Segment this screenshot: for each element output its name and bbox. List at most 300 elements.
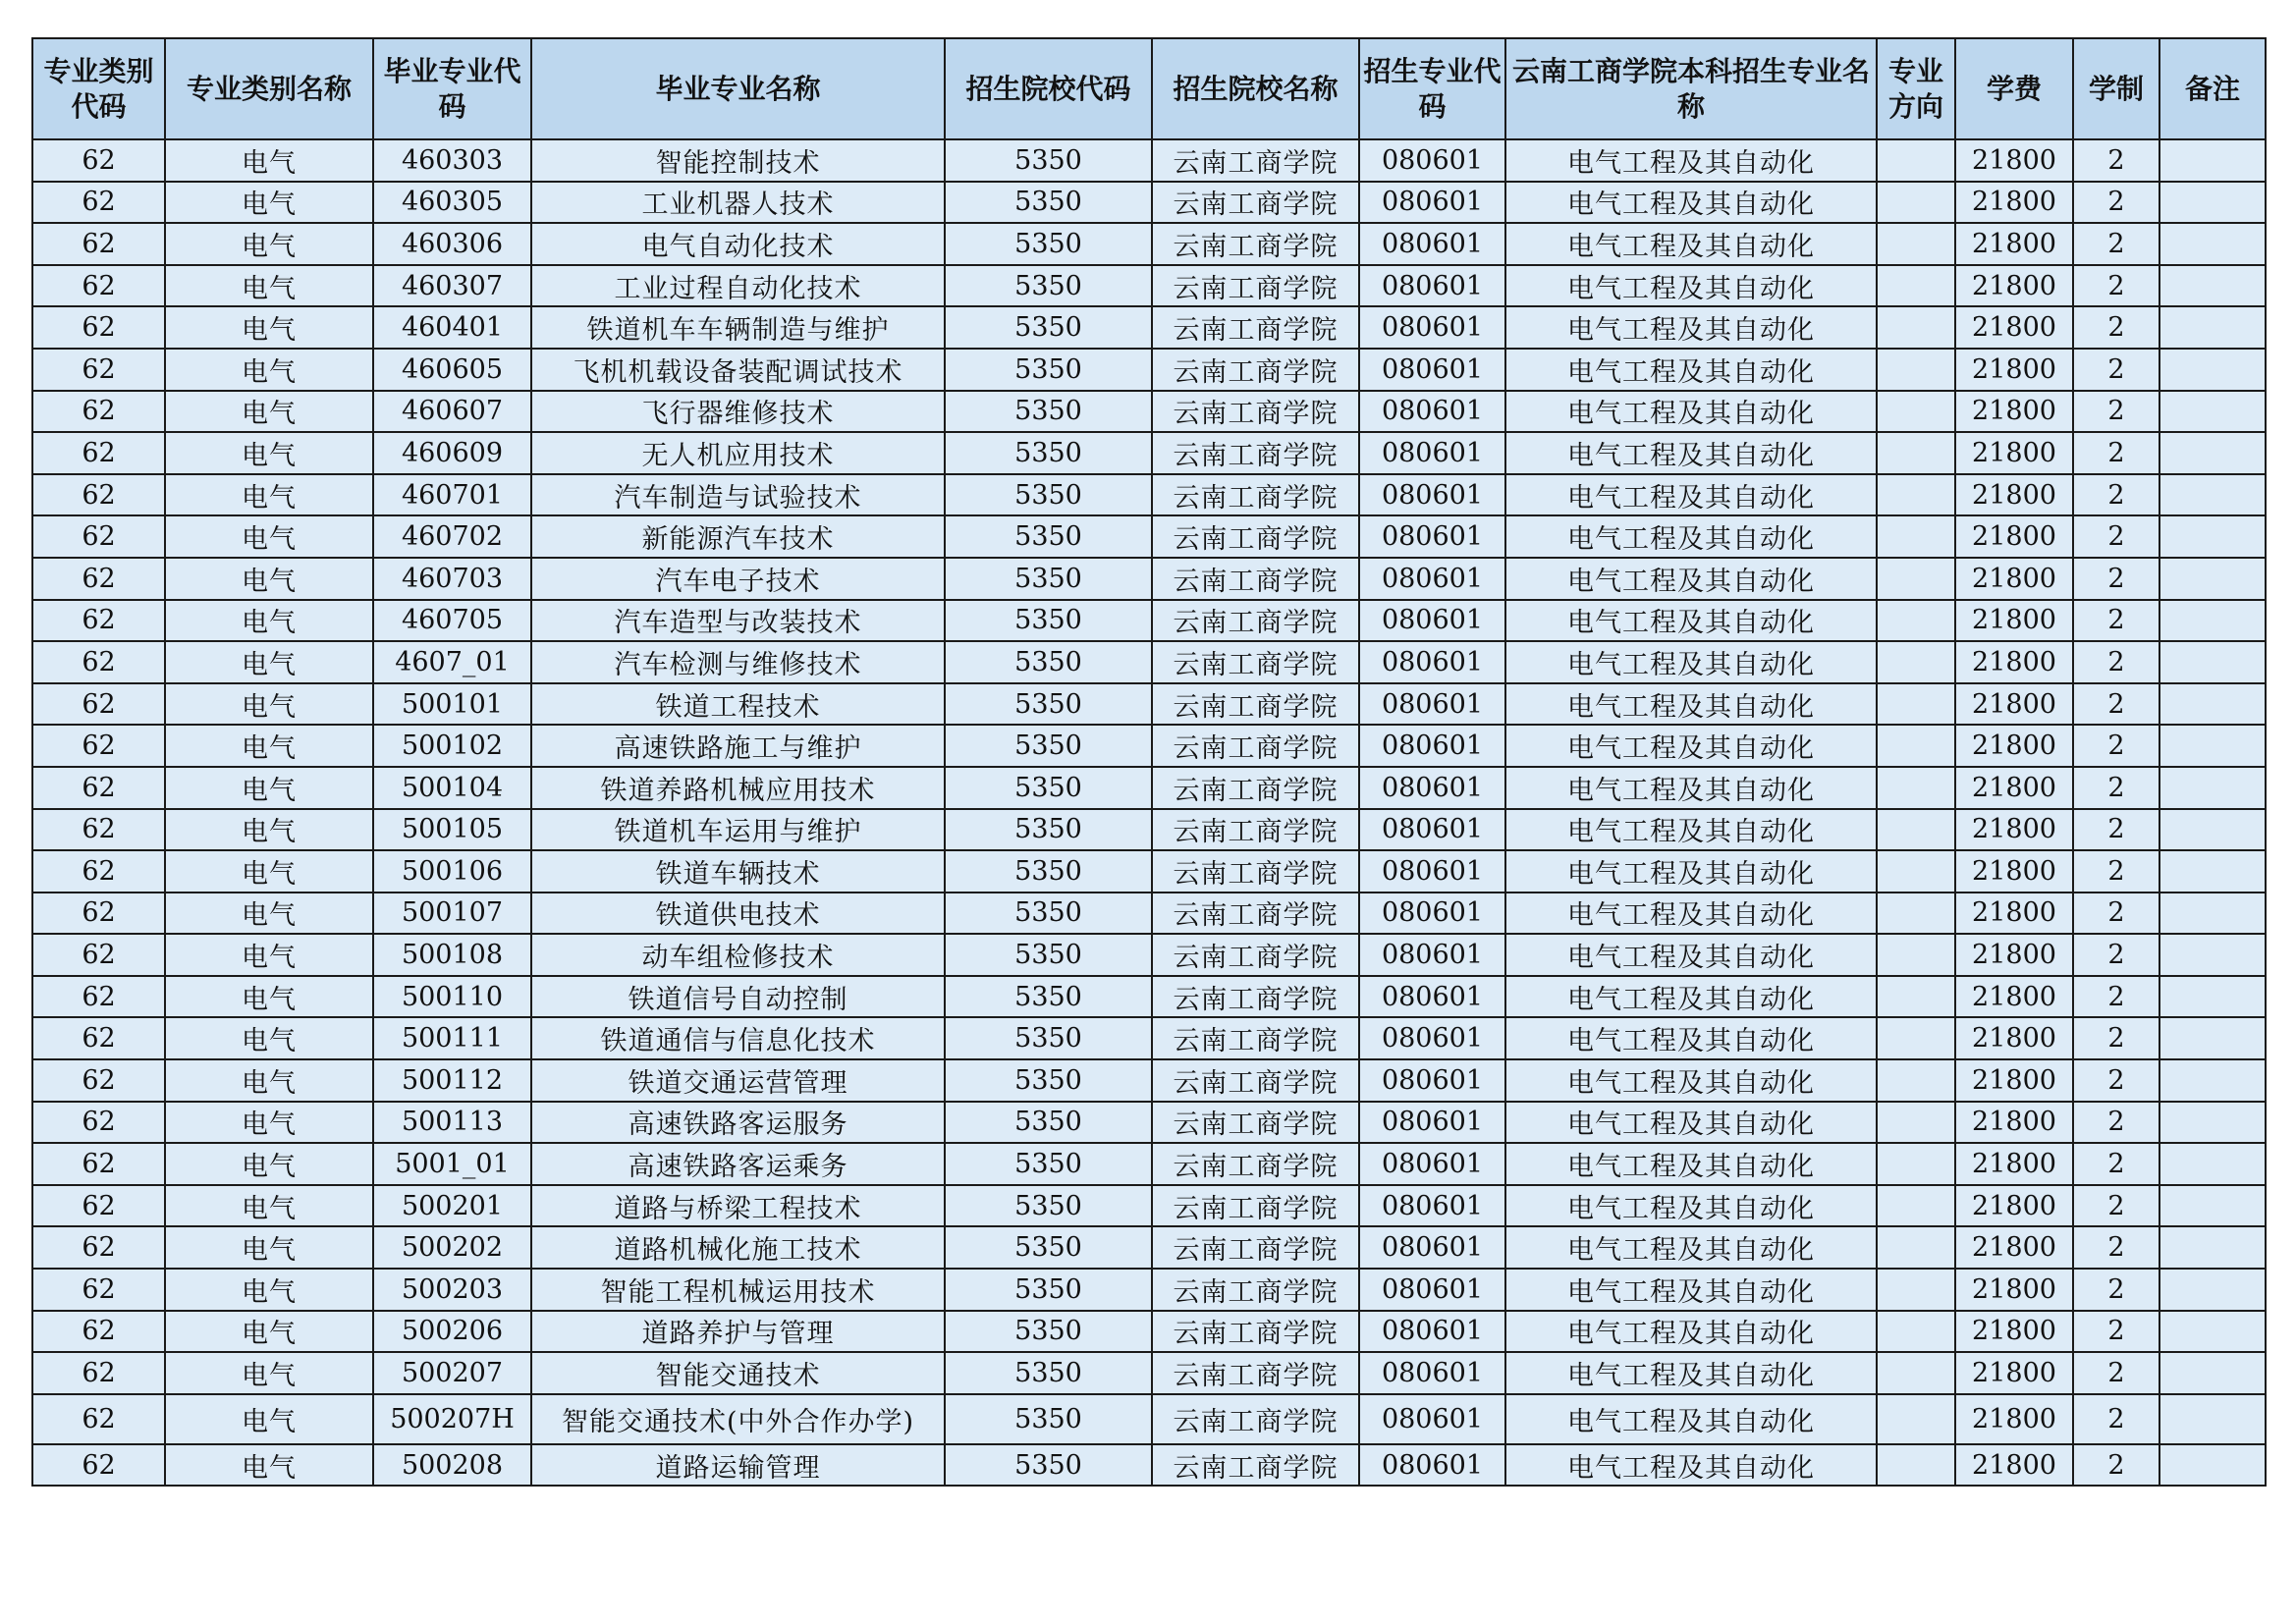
cell-graduate-major-name: 铁道机车车辆制造与维护 — [531, 306, 945, 349]
cell-category-name: 电气 — [165, 558, 373, 600]
cell-school-code: 5350 — [945, 934, 1152, 976]
cell-school-name: 云南工商学院 — [1152, 1017, 1359, 1059]
cell-direction — [1877, 558, 1955, 600]
cell-enroll-major-code: 080601 — [1359, 1143, 1505, 1185]
table-row — [32, 558, 2266, 600]
table-row — [32, 223, 2266, 265]
cell-graduate-major-code: 500208 — [373, 1444, 531, 1487]
cell-category-code: 62 — [32, 474, 165, 516]
cell-enroll-major-code: 080601 — [1359, 139, 1505, 182]
cell-duration: 2 — [2073, 1352, 2159, 1394]
cell-school-name: 云南工商学院 — [1152, 515, 1359, 558]
header-graduate-major-name: 毕业专业名称 — [531, 38, 945, 139]
cell-tuition: 21800 — [1955, 1394, 2073, 1444]
cell-category-name: 电气 — [165, 1185, 373, 1227]
cell-enroll-major-code: 080601 — [1359, 1269, 1505, 1311]
cell-school-name: 云南工商学院 — [1152, 182, 1359, 224]
cell-graduate-major-name: 铁道交通运营管理 — [531, 1059, 945, 1102]
cell-remarks — [2159, 139, 2266, 182]
cell-category-code: 62 — [32, 1444, 165, 1487]
cell-school-name: 云南工商学院 — [1152, 1311, 1359, 1353]
header-school-code: 招生院校代码 — [945, 38, 1152, 139]
cell-category-name: 电气 — [165, 976, 373, 1018]
cell-graduate-major-name: 工业过程自动化技术 — [531, 265, 945, 307]
table-row — [32, 349, 2266, 391]
cell-category-code: 62 — [32, 809, 165, 851]
cell-direction — [1877, 306, 1955, 349]
cell-duration: 2 — [2073, 1017, 2159, 1059]
cell-category-code: 62 — [32, 934, 165, 976]
cell-graduate-major-code: 500101 — [373, 683, 531, 726]
cell-tuition: 21800 — [1955, 1143, 2073, 1185]
cell-school-code: 5350 — [945, 641, 1152, 683]
cell-school-code: 5350 — [945, 683, 1152, 726]
cell-direction — [1877, 1185, 1955, 1227]
cell-enroll-major-name: 电气工程及其自动化 — [1505, 1143, 1877, 1185]
cell-enroll-major-name: 电气工程及其自动化 — [1505, 1394, 1877, 1444]
cell-duration: 2 — [2073, 893, 2159, 935]
cell-school-code: 5350 — [945, 1269, 1152, 1311]
cell-category-name: 电气 — [165, 474, 373, 516]
cell-tuition: 21800 — [1955, 391, 2073, 433]
cell-enroll-major-name: 电气工程及其自动化 — [1505, 600, 1877, 642]
cell-graduate-major-code: 460307 — [373, 265, 531, 307]
cell-graduate-major-name: 汽车造型与改装技术 — [531, 600, 945, 642]
cell-remarks — [2159, 850, 2266, 893]
cell-duration: 2 — [2073, 641, 2159, 683]
cell-graduate-major-code: 460702 — [373, 515, 531, 558]
cell-duration: 2 — [2073, 1444, 2159, 1487]
cell-enroll-major-code: 080601 — [1359, 349, 1505, 391]
cell-direction — [1877, 1017, 1955, 1059]
cell-school-name: 云南工商学院 — [1152, 1269, 1359, 1311]
table-row — [32, 1143, 2266, 1185]
cell-enroll-major-code: 080601 — [1359, 1185, 1505, 1227]
cell-school-name: 云南工商学院 — [1152, 1143, 1359, 1185]
cell-direction — [1877, 515, 1955, 558]
header-graduate-major-code: 毕业专业代码 — [373, 38, 531, 139]
cell-school-code: 5350 — [945, 349, 1152, 391]
cell-school-code: 5350 — [945, 182, 1152, 224]
table-row — [32, 683, 2266, 726]
cell-graduate-major-name: 新能源汽车技术 — [531, 515, 945, 558]
cell-graduate-major-name: 道路与桥梁工程技术 — [531, 1185, 945, 1227]
cell-school-name: 云南工商学院 — [1152, 1352, 1359, 1394]
cell-category-name: 电气 — [165, 1269, 373, 1311]
cell-category-name: 电气 — [165, 600, 373, 642]
table-row — [32, 1226, 2266, 1269]
cell-enroll-major-name: 电气工程及其自动化 — [1505, 558, 1877, 600]
cell-enroll-major-name: 电气工程及其自动化 — [1505, 432, 1877, 474]
cell-enroll-major-name: 电气工程及其自动化 — [1505, 1102, 1877, 1144]
table-row — [32, 850, 2266, 893]
cell-graduate-major-name: 工业机器人技术 — [531, 182, 945, 224]
table-row — [32, 641, 2266, 683]
cell-remarks — [2159, 391, 2266, 433]
table-row — [32, 1444, 2266, 1487]
cell-category-code: 62 — [32, 767, 165, 809]
cell-school-code: 5350 — [945, 600, 1152, 642]
cell-graduate-major-code: 500112 — [373, 1059, 531, 1102]
cell-enroll-major-name: 电气工程及其自动化 — [1505, 1059, 1877, 1102]
cell-enroll-major-name: 电气工程及其自动化 — [1505, 391, 1877, 433]
cell-duration: 2 — [2073, 432, 2159, 474]
cell-direction — [1877, 767, 1955, 809]
cell-graduate-major-name: 电气自动化技术 — [531, 223, 945, 265]
cell-school-code: 5350 — [945, 1059, 1152, 1102]
cell-enroll-major-name: 电气工程及其自动化 — [1505, 683, 1877, 726]
cell-graduate-major-name: 道路运输管理 — [531, 1444, 945, 1487]
cell-school-name: 云南工商学院 — [1152, 934, 1359, 976]
header-enroll-major-code: 招生专业代码 — [1359, 38, 1505, 139]
cell-direction — [1877, 641, 1955, 683]
cell-tuition: 21800 — [1955, 558, 2073, 600]
cell-school-name: 云南工商学院 — [1152, 809, 1359, 851]
header-category-code: 专业类别代码 — [32, 38, 165, 139]
cell-remarks — [2159, 1269, 2266, 1311]
cell-remarks — [2159, 809, 2266, 851]
cell-graduate-major-name: 汽车电子技术 — [531, 558, 945, 600]
cell-tuition: 21800 — [1955, 474, 2073, 516]
cell-school-name: 云南工商学院 — [1152, 223, 1359, 265]
cell-duration: 2 — [2073, 1185, 2159, 1227]
cell-direction — [1877, 349, 1955, 391]
cell-direction — [1877, 976, 1955, 1018]
cell-graduate-major-code: 500106 — [373, 850, 531, 893]
cell-category-code: 62 — [32, 223, 165, 265]
cell-remarks — [2159, 1311, 2266, 1353]
table-row — [32, 515, 2266, 558]
cell-category-name: 电气 — [165, 1311, 373, 1353]
cell-graduate-major-name: 汽车制造与试验技术 — [531, 474, 945, 516]
cell-graduate-major-code: 460303 — [373, 139, 531, 182]
cell-school-name: 云南工商学院 — [1152, 265, 1359, 307]
cell-category-name: 电气 — [165, 1102, 373, 1144]
table-row — [32, 1185, 2266, 1227]
cell-graduate-major-code: 500108 — [373, 934, 531, 976]
cell-direction — [1877, 391, 1955, 433]
cell-enroll-major-code: 080601 — [1359, 306, 1505, 349]
cell-duration: 2 — [2073, 474, 2159, 516]
cell-tuition: 21800 — [1955, 809, 2073, 851]
cell-remarks — [2159, 558, 2266, 600]
cell-enroll-major-code: 080601 — [1359, 641, 1505, 683]
cell-school-code: 5350 — [945, 558, 1152, 600]
cell-category-code: 62 — [32, 725, 165, 767]
table-row — [32, 1352, 2266, 1394]
cell-remarks — [2159, 1143, 2266, 1185]
cell-duration: 2 — [2073, 1059, 2159, 1102]
cell-direction — [1877, 893, 1955, 935]
cell-remarks — [2159, 1394, 2266, 1444]
cell-direction — [1877, 265, 1955, 307]
cell-enroll-major-name: 电气工程及其自动化 — [1505, 1444, 1877, 1487]
cell-duration: 2 — [2073, 182, 2159, 224]
cell-duration: 2 — [2073, 600, 2159, 642]
cell-enroll-major-code: 080601 — [1359, 725, 1505, 767]
cell-enroll-major-name: 电气工程及其自动化 — [1505, 182, 1877, 224]
table-row — [32, 182, 2266, 224]
cell-enroll-major-code: 080601 — [1359, 1226, 1505, 1269]
cell-enroll-major-code: 080601 — [1359, 767, 1505, 809]
cell-category-name: 电气 — [165, 306, 373, 349]
cell-enroll-major-name: 电气工程及其自动化 — [1505, 767, 1877, 809]
table-row — [32, 1311, 2266, 1353]
cell-graduate-major-name: 智能交通技术(中外合作办学) — [531, 1394, 945, 1444]
table-row — [32, 432, 2266, 474]
cell-school-code: 5350 — [945, 223, 1152, 265]
table-row — [32, 139, 2266, 182]
cell-graduate-major-name: 汽车检测与维修技术 — [531, 641, 945, 683]
cell-tuition: 21800 — [1955, 1059, 2073, 1102]
cell-graduate-major-code: 460607 — [373, 391, 531, 433]
cell-school-code: 5350 — [945, 391, 1152, 433]
cell-remarks — [2159, 725, 2266, 767]
cell-enroll-major-code: 080601 — [1359, 893, 1505, 935]
cell-category-name: 电气 — [165, 515, 373, 558]
cell-duration: 2 — [2073, 809, 2159, 851]
cell-enroll-major-code: 080601 — [1359, 515, 1505, 558]
cell-enroll-major-name: 电气工程及其自动化 — [1505, 1185, 1877, 1227]
table-row — [32, 391, 2266, 433]
cell-tuition: 21800 — [1955, 1352, 2073, 1394]
cell-category-code: 62 — [32, 306, 165, 349]
cell-school-code: 5350 — [945, 139, 1152, 182]
table-row — [32, 1017, 2266, 1059]
cell-enroll-major-name: 电气工程及其自动化 — [1505, 850, 1877, 893]
cell-enroll-major-name: 电气工程及其自动化 — [1505, 893, 1877, 935]
cell-remarks — [2159, 641, 2266, 683]
cell-graduate-major-name: 高速铁路施工与维护 — [531, 725, 945, 767]
cell-school-name: 云南工商学院 — [1152, 767, 1359, 809]
cell-direction — [1877, 1444, 1955, 1487]
cell-category-code: 62 — [32, 515, 165, 558]
cell-category-name: 电气 — [165, 265, 373, 307]
cell-category-code: 62 — [32, 1226, 165, 1269]
cell-duration: 2 — [2073, 1143, 2159, 1185]
cell-direction — [1877, 1143, 1955, 1185]
cell-remarks — [2159, 265, 2266, 307]
header-enroll-major-name: 云南工商学院本科招生专业名称 — [1505, 38, 1877, 139]
cell-direction — [1877, 809, 1955, 851]
cell-tuition: 21800 — [1955, 1226, 2073, 1269]
cell-enroll-major-code: 080601 — [1359, 265, 1505, 307]
cell-remarks — [2159, 1444, 2266, 1487]
cell-category-name: 电气 — [165, 1017, 373, 1059]
cell-tuition: 21800 — [1955, 1185, 2073, 1227]
header-school-name: 招生院校名称 — [1152, 38, 1359, 139]
cell-school-code: 5350 — [945, 1352, 1152, 1394]
cell-school-name: 云南工商学院 — [1152, 1394, 1359, 1444]
cell-direction — [1877, 1311, 1955, 1353]
cell-graduate-major-code: 460605 — [373, 349, 531, 391]
cell-category-name: 电气 — [165, 809, 373, 851]
cell-category-code: 62 — [32, 391, 165, 433]
cell-remarks — [2159, 515, 2266, 558]
cell-tuition: 21800 — [1955, 767, 2073, 809]
cell-school-name: 云南工商学院 — [1152, 850, 1359, 893]
cell-category-code: 62 — [32, 1352, 165, 1394]
cell-tuition: 21800 — [1955, 600, 2073, 642]
cell-duration: 2 — [2073, 306, 2159, 349]
cell-graduate-major-name: 飞机机载设备装配调试技术 — [531, 349, 945, 391]
cell-school-code: 5350 — [945, 1394, 1152, 1444]
cell-remarks — [2159, 223, 2266, 265]
cell-school-code: 5350 — [945, 1017, 1152, 1059]
cell-tuition: 21800 — [1955, 306, 2073, 349]
cell-graduate-major-code: 5001_01 — [373, 1143, 531, 1185]
cell-school-name: 云南工商学院 — [1152, 725, 1359, 767]
cell-graduate-major-code: 460609 — [373, 432, 531, 474]
cell-category-name: 电气 — [165, 182, 373, 224]
cell-category-code: 62 — [32, 600, 165, 642]
cell-tuition: 21800 — [1955, 349, 2073, 391]
cell-school-name: 云南工商学院 — [1152, 641, 1359, 683]
table-row — [32, 1102, 2266, 1144]
cell-school-code: 5350 — [945, 474, 1152, 516]
cell-enroll-major-name: 电气工程及其自动化 — [1505, 1269, 1877, 1311]
cell-enroll-major-name: 电气工程及其自动化 — [1505, 1352, 1877, 1394]
cell-graduate-major-name: 铁道车辆技术 — [531, 850, 945, 893]
cell-category-code: 62 — [32, 1311, 165, 1353]
cell-graduate-major-name: 动车组检修技术 — [531, 934, 945, 976]
cell-enroll-major-name: 电气工程及其自动化 — [1505, 725, 1877, 767]
cell-tuition: 21800 — [1955, 683, 2073, 726]
cell-direction — [1877, 600, 1955, 642]
cell-direction — [1877, 223, 1955, 265]
cell-graduate-major-code: 460306 — [373, 223, 531, 265]
table-row — [32, 600, 2266, 642]
cell-enroll-major-code: 080601 — [1359, 558, 1505, 600]
header-row — [32, 38, 2266, 139]
cell-school-name: 云南工商学院 — [1152, 976, 1359, 1018]
header-remarks: 备注 — [2159, 38, 2266, 139]
cell-direction — [1877, 432, 1955, 474]
cell-graduate-major-code: 4607_01 — [373, 641, 531, 683]
cell-category-name: 电气 — [165, 1394, 373, 1444]
cell-tuition: 21800 — [1955, 934, 2073, 976]
cell-category-code: 62 — [32, 1059, 165, 1102]
cell-school-name: 云南工商学院 — [1152, 391, 1359, 433]
cell-category-name: 电气 — [165, 432, 373, 474]
cell-enroll-major-code: 080601 — [1359, 976, 1505, 1018]
cell-school-name: 云南工商学院 — [1152, 1185, 1359, 1227]
cell-school-name: 云南工商学院 — [1152, 600, 1359, 642]
cell-direction — [1877, 1269, 1955, 1311]
cell-category-code: 62 — [32, 1102, 165, 1144]
table-row — [32, 1059, 2266, 1102]
cell-graduate-major-code: 500206 — [373, 1311, 531, 1353]
cell-enroll-major-name: 电气工程及其自动化 — [1505, 641, 1877, 683]
cell-category-name: 电气 — [165, 1352, 373, 1394]
cell-graduate-major-code: 500203 — [373, 1269, 531, 1311]
cell-category-name: 电气 — [165, 683, 373, 726]
cell-direction — [1877, 139, 1955, 182]
cell-graduate-major-name: 铁道工程技术 — [531, 683, 945, 726]
cell-category-name: 电气 — [165, 1444, 373, 1487]
cell-category-code: 62 — [32, 349, 165, 391]
cell-graduate-major-name: 铁道信号自动控制 — [531, 976, 945, 1018]
cell-graduate-major-code: 500113 — [373, 1102, 531, 1144]
cell-remarks — [2159, 1185, 2266, 1227]
cell-direction — [1877, 934, 1955, 976]
cell-category-code: 62 — [32, 1185, 165, 1227]
cell-tuition: 21800 — [1955, 1311, 2073, 1353]
table-row — [32, 934, 2266, 976]
cell-category-code: 62 — [32, 1143, 165, 1185]
cell-tuition: 21800 — [1955, 893, 2073, 935]
cell-school-name: 云南工商学院 — [1152, 474, 1359, 516]
cell-enroll-major-code: 080601 — [1359, 683, 1505, 726]
cell-category-name: 电气 — [165, 349, 373, 391]
cell-graduate-major-code: 500110 — [373, 976, 531, 1018]
cell-tuition: 21800 — [1955, 725, 2073, 767]
cell-remarks — [2159, 349, 2266, 391]
cell-direction — [1877, 1394, 1955, 1444]
cell-school-code: 5350 — [945, 1185, 1152, 1227]
cell-graduate-major-code: 460703 — [373, 558, 531, 600]
cell-tuition: 21800 — [1955, 182, 2073, 224]
table-row — [32, 809, 2266, 851]
cell-graduate-major-name: 铁道通信与信息化技术 — [531, 1017, 945, 1059]
enrollment-table — [31, 37, 2267, 1487]
cell-school-code: 5350 — [945, 306, 1152, 349]
cell-enroll-major-code: 080601 — [1359, 1059, 1505, 1102]
cell-tuition: 21800 — [1955, 223, 2073, 265]
cell-enroll-major-name: 电气工程及其自动化 — [1505, 474, 1877, 516]
cell-category-code: 62 — [32, 850, 165, 893]
header-direction: 专业方向 — [1877, 38, 1955, 139]
cell-school-code: 5350 — [945, 1226, 1152, 1269]
cell-school-code: 5350 — [945, 1444, 1152, 1487]
cell-graduate-major-name: 智能控制技术 — [531, 139, 945, 182]
cell-remarks — [2159, 893, 2266, 935]
cell-school-code: 5350 — [945, 1311, 1152, 1353]
cell-direction — [1877, 1226, 1955, 1269]
cell-category-code: 62 — [32, 558, 165, 600]
cell-school-code: 5350 — [945, 976, 1152, 1018]
cell-category-code: 62 — [32, 1394, 165, 1444]
cell-enroll-major-code: 080601 — [1359, 432, 1505, 474]
cell-category-name: 电气 — [165, 725, 373, 767]
header-category-name: 专业类别名称 — [165, 38, 373, 139]
cell-category-name: 电气 — [165, 139, 373, 182]
cell-graduate-major-code: 500207H — [373, 1394, 531, 1444]
cell-school-code: 5350 — [945, 1102, 1152, 1144]
cell-enroll-major-name: 电气工程及其自动化 — [1505, 349, 1877, 391]
cell-category-code: 62 — [32, 683, 165, 726]
cell-school-code: 5350 — [945, 893, 1152, 935]
cell-tuition: 21800 — [1955, 1102, 2073, 1144]
table-row — [32, 725, 2266, 767]
cell-graduate-major-name: 道路机械化施工技术 — [531, 1226, 945, 1269]
cell-graduate-major-name: 智能交通技术 — [531, 1352, 945, 1394]
cell-category-name: 电气 — [165, 893, 373, 935]
cell-duration: 2 — [2073, 139, 2159, 182]
cell-enroll-major-code: 080601 — [1359, 474, 1505, 516]
cell-category-code: 62 — [32, 893, 165, 935]
cell-graduate-major-name: 铁道供电技术 — [531, 893, 945, 935]
cell-category-code: 62 — [32, 139, 165, 182]
cell-remarks — [2159, 182, 2266, 224]
cell-graduate-major-name: 铁道机车运用与维护 — [531, 809, 945, 851]
cell-school-name: 云南工商学院 — [1152, 432, 1359, 474]
cell-enroll-major-name: 电气工程及其自动化 — [1505, 1226, 1877, 1269]
cell-school-code: 5350 — [945, 265, 1152, 307]
cell-graduate-major-name: 无人机应用技术 — [531, 432, 945, 474]
cell-graduate-major-code: 500111 — [373, 1017, 531, 1059]
cell-enroll-major-code: 080601 — [1359, 850, 1505, 893]
